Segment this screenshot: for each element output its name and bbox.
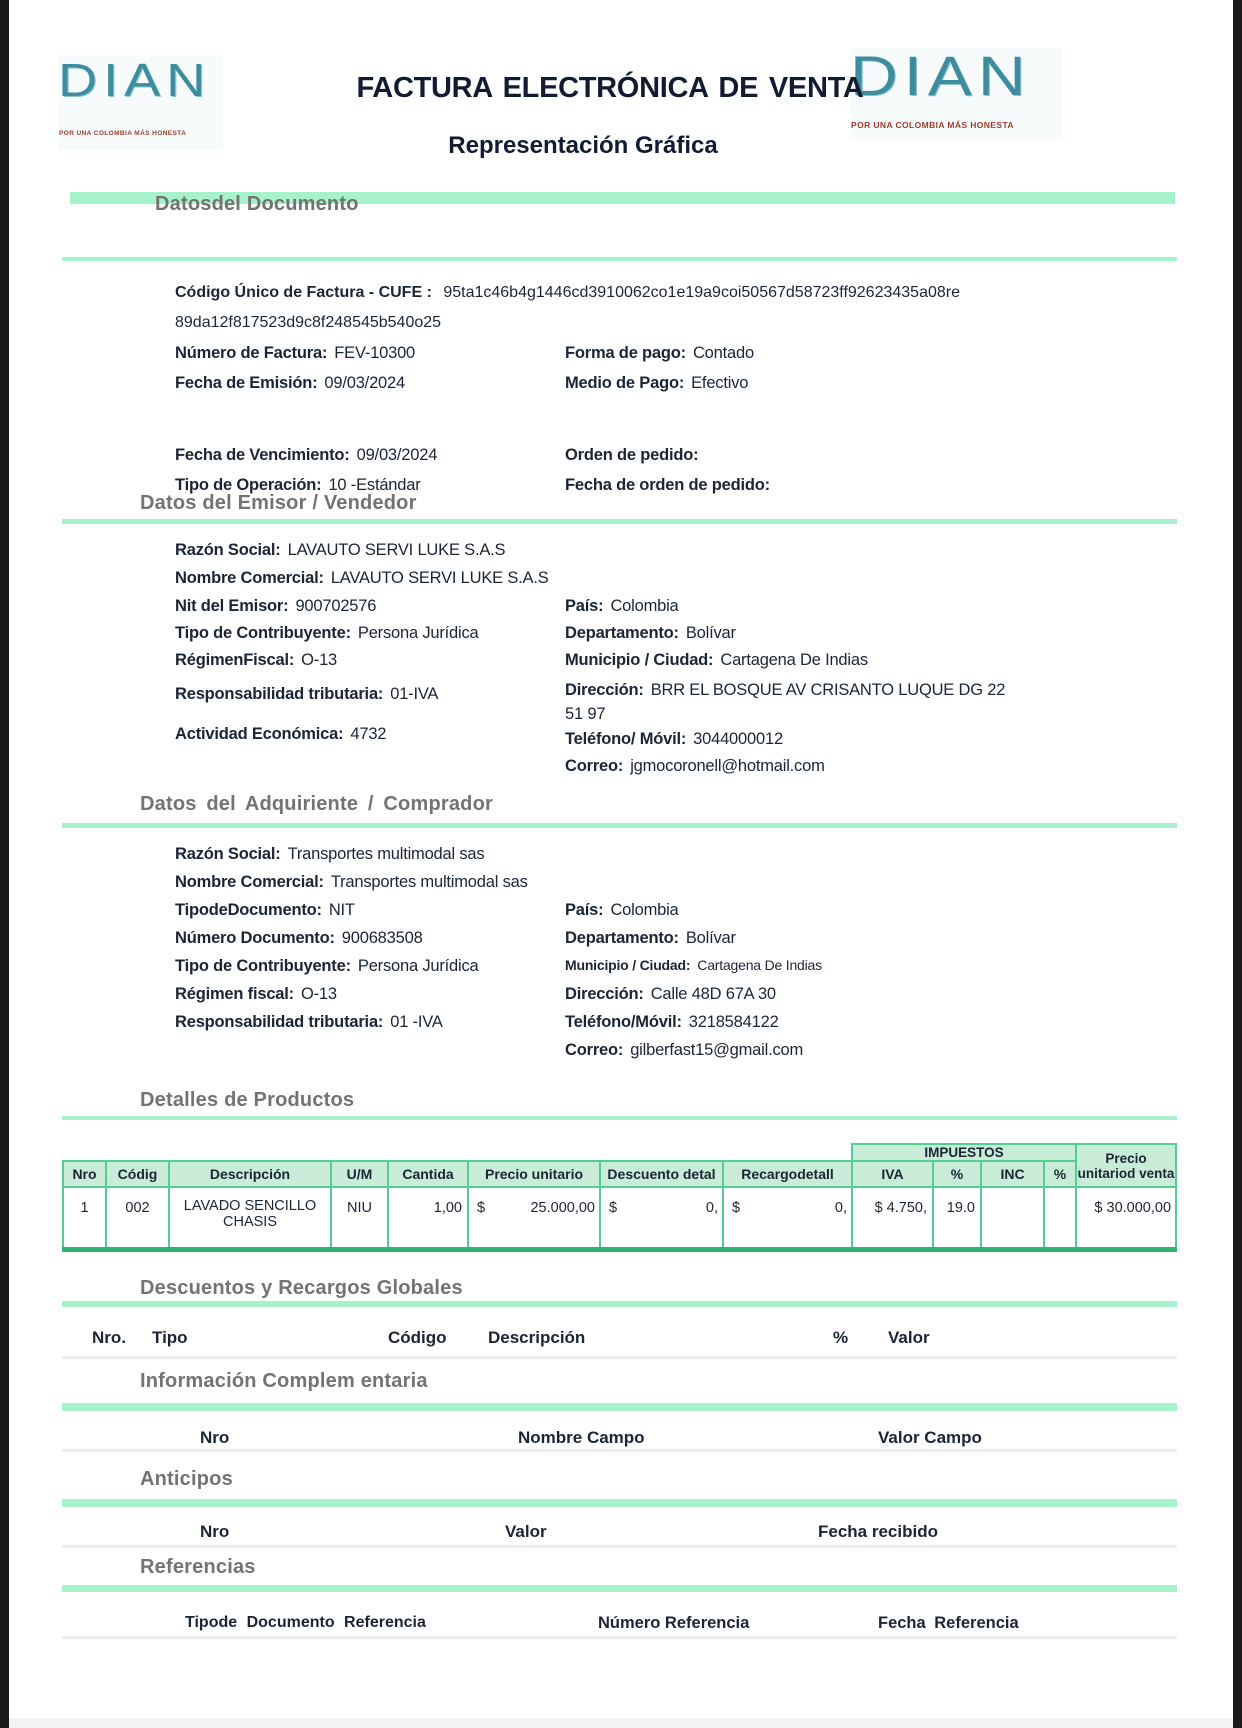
field-row (175, 624, 479, 651)
separator-informacion-row (62, 1449, 1177, 1452)
field-row (565, 651, 1015, 678)
field-label: Nombre Comercial: (175, 569, 324, 587)
field-row (565, 901, 822, 929)
field-label: Correo: (565, 1041, 624, 1059)
currency-symbol: $ (732, 1200, 741, 1216)
cell-iva: $ 4.750, (852, 1187, 933, 1249)
field-value: Bolívar (685, 624, 736, 642)
field-label: Dirección: (565, 681, 644, 699)
cufe-line-1 (175, 284, 960, 302)
column-header: Códig (106, 1161, 169, 1187)
emisor-right-column (565, 597, 1015, 784)
field-label: Medio de Pago: (565, 374, 685, 392)
field-value: 3044000012 (693, 730, 783, 748)
field-value: Persona Jurídica (357, 624, 479, 642)
field-row (565, 1041, 822, 1069)
field-value: 01-IVA (390, 685, 439, 703)
field-label: Orden de pedido: (565, 446, 699, 464)
column-header: Cantida (388, 1161, 468, 1187)
adquiriente-full-rows (175, 845, 528, 901)
column-header: Precio unitario (468, 1161, 600, 1187)
field-label: Fecha de orden de pedido: (565, 476, 770, 494)
field-value: Efectivo (691, 374, 749, 392)
field-value: gilberfast15@gmail.com (630, 1041, 804, 1059)
impuestos-group-header: IMPUESTOS (852, 1144, 1076, 1161)
field-label: Tipo de Operación: (175, 476, 322, 494)
field-row (175, 873, 528, 901)
column-header: Nro (63, 1161, 106, 1187)
field-label: Número de Factura: (175, 344, 328, 362)
field-row (175, 569, 549, 597)
field-row (565, 597, 1015, 624)
field-label: País: (565, 597, 604, 615)
field-value: LAVAUTO SERVI LUKE S.A.S (287, 541, 506, 559)
cell-descripcion: LAVADO SENCILLO CHASIS (169, 1187, 331, 1249)
descuentos-header-descripcion: Descripción (488, 1328, 586, 1347)
currency-symbol: $ (477, 1200, 486, 1216)
separator-referencias-row (62, 1636, 1177, 1639)
field-value: Calle 48D 67A 30 (650, 985, 776, 1003)
field-row (565, 446, 777, 476)
section-heading-descuentos: Descuentos y Recargos Globales (140, 1277, 463, 1299)
anticipos-header-fecha: Fecha recibido (818, 1522, 938, 1541)
column-header: % (933, 1161, 981, 1187)
field-value: LAVAUTO SERVI LUKE S.A.S (330, 569, 549, 587)
table-blank-cell (63, 1144, 852, 1161)
field-row (565, 957, 822, 985)
field-row (565, 1013, 822, 1041)
field-label: País: (565, 901, 604, 919)
amount: 0, (705, 1200, 718, 1216)
field-row (565, 757, 1015, 784)
field-value: O-13 (301, 651, 338, 669)
field-row (565, 624, 1015, 651)
field-label: Departamento: (565, 624, 679, 642)
field-row (565, 344, 777, 374)
field-row (565, 374, 777, 404)
informacion-header-nombre-campo: Nombre Campo (518, 1428, 645, 1447)
separator-anticipos (62, 1499, 1177, 1507)
field-row (175, 651, 479, 678)
field-row (175, 597, 479, 624)
field-value: Cartagena De Indias (720, 651, 868, 669)
separator-informacion (62, 1403, 1177, 1411)
field-label: Forma de pago: (565, 344, 686, 362)
field-row (175, 1013, 479, 1041)
field-value: jgmocoronell@hotmail.com (630, 757, 825, 775)
field-row (175, 541, 549, 569)
field-value: 900702576 (295, 597, 377, 615)
field-row (175, 957, 479, 985)
field-row (175, 374, 437, 404)
field-label: Responsabilidad tributaria: (175, 685, 384, 703)
field-value: Colombia (610, 597, 679, 615)
cell-inc-pct (1044, 1187, 1076, 1249)
field-row (175, 725, 479, 752)
field-row (565, 985, 822, 1013)
field-label: Tipo de Contribuyente: (175, 957, 351, 975)
dian-logo-tagline: POR UNA COLOMBIA MÁS HONESTA (59, 130, 187, 137)
field-label: Municipio / Ciudad: (565, 651, 714, 669)
cell-um: NIU (331, 1187, 388, 1249)
field-row (175, 446, 437, 476)
field-value: Transportes multimodal sas (287, 845, 485, 863)
referencias-header-fecha: Fecha Referencia (878, 1614, 1019, 1632)
separator-adquiriente (62, 823, 1177, 828)
field-value: 09/03/2024 (324, 374, 405, 392)
field-value: 10 -Estándar (328, 476, 421, 494)
descuentos-header-nro: Nro. (92, 1328, 126, 1347)
field-row (565, 929, 822, 957)
dian-logo-tagline: POR UNA COLOMBIA MÁS HONESTA (851, 120, 1014, 130)
field-value: Contado (692, 344, 754, 362)
field-label: RégimenFiscal: (175, 651, 295, 669)
anticipos-header-valor: Valor (505, 1522, 547, 1541)
field-row (565, 730, 1015, 757)
table-row (63, 1187, 1176, 1249)
column-header-precio-venta: Precio unitariod venta (1076, 1144, 1176, 1187)
separator-descuentos-row (62, 1356, 1177, 1359)
cufe-line-2: 89da12f817523d9c8f248545b540o25 (175, 314, 442, 331)
cell-codigo: 002 (106, 1187, 169, 1249)
column-header: IVA (852, 1161, 933, 1187)
field-label: Fecha de Vencimiento: (175, 446, 350, 464)
scan-edge-right (1233, 0, 1242, 1728)
field-value: Transportes multimodal sas (330, 873, 528, 891)
field-value: Cartagena De Indias (697, 957, 822, 973)
field-row (175, 929, 479, 957)
documento-left-column (175, 344, 437, 506)
column-header: INC (981, 1161, 1044, 1187)
separator-emisor (62, 519, 1177, 524)
column-header: Descripción (169, 1161, 331, 1187)
emisor-full-rows (175, 541, 549, 597)
field-label: Responsabilidad tributaria: (175, 1013, 384, 1031)
emisor-left-column (175, 597, 479, 752)
dian-logo-text: DIAN (58, 54, 212, 106)
section-heading-documento: Datosdel Documento (155, 193, 359, 215)
cell-inc (981, 1187, 1044, 1249)
products-table (62, 1143, 1177, 1252)
cell-precio-unitario (468, 1187, 600, 1249)
separator-documento (62, 257, 1177, 261)
cufe-label: Código Único de Factura - CUFE : (175, 284, 432, 301)
field-label: Departamento: (565, 929, 679, 947)
referencias-header-tipo-documento: Tipode Documento Referencia (185, 1614, 426, 1631)
document-subtitle: Representación Gráfica (448, 132, 718, 159)
amount: 25.000,00 (530, 1200, 595, 1216)
field-label: Fecha de Emisión: (175, 374, 318, 392)
field-value: FEV-10300 (334, 344, 416, 362)
cell-iva-pct: 19.0 (933, 1187, 981, 1249)
currency-symbol: $ (609, 1200, 618, 1216)
field-row (175, 985, 479, 1013)
anticipos-header-nro: Nro (200, 1522, 230, 1541)
descuentos-header-tipo: Tipo (152, 1328, 188, 1347)
field-label: Actividad Económica: (175, 725, 344, 743)
descuentos-header-codigo: Código (388, 1328, 447, 1347)
cell-cantidad: 1,00 (388, 1187, 468, 1249)
field-label: Nit del Emisor: (175, 597, 289, 615)
dian-logo-text: DIAN (850, 44, 1032, 107)
field-label: Dirección: (565, 985, 644, 1003)
cell-precio-venta: $ 30.000,00 (1076, 1187, 1176, 1249)
field-label: Régimen fiscal: (175, 985, 294, 1003)
field-row (565, 476, 777, 506)
field-value: 900683508 (341, 929, 423, 947)
field-row (175, 901, 479, 929)
documento-right-column (565, 344, 777, 506)
separator-productos (62, 1116, 1177, 1120)
field-value: 01 -IVA (390, 1013, 443, 1031)
scan-edge-left (0, 0, 9, 1728)
field-value: Persona Jurídica (357, 957, 479, 975)
field-value: 09/03/2024 (356, 446, 438, 464)
descuentos-header-valor: Valor (888, 1328, 930, 1347)
table-header-row (63, 1161, 1176, 1187)
field-value: 4732 (350, 725, 387, 743)
field-row (565, 678, 1015, 730)
amount: 0, (834, 1200, 847, 1216)
separator-referencias (62, 1585, 1177, 1592)
cell-descuento (600, 1187, 723, 1249)
adquiriente-left-column (175, 901, 479, 1041)
column-header: % (1044, 1161, 1076, 1187)
field-label: Correo: (565, 757, 624, 775)
cell-recargo (723, 1187, 852, 1249)
section-heading-referencias: Referencias (140, 1556, 256, 1578)
field-value: O-13 (300, 985, 337, 1003)
section-heading-emisor: Datos del Emisor / Vendedor (140, 492, 417, 514)
field-label: Municipio / Ciudad: (565, 957, 691, 973)
descuentos-header-pct: % (833, 1328, 849, 1347)
field-label: Razón Social: (175, 541, 281, 559)
separator-descuentos (62, 1301, 1177, 1307)
field-label: Número Documento: (175, 929, 335, 947)
informacion-header-nro: Nro (200, 1428, 230, 1447)
field-label: TipodeDocumento: (175, 901, 322, 919)
field-value: 3218584122 (688, 1013, 779, 1031)
field-row (175, 685, 479, 712)
field-label: Teléfono/ Móvil: (565, 730, 687, 748)
column-header: Recargodetall (723, 1161, 852, 1187)
field-value: Colombia (610, 901, 679, 919)
scan-bottom-band (9, 1718, 1233, 1728)
cell-nro: 1 (63, 1187, 106, 1249)
column-header: Descuento detal (600, 1161, 723, 1187)
section-heading-productos: Detalles de Productos (140, 1089, 355, 1111)
adquiriente-right-column (565, 901, 822, 1069)
field-label: Nombre Comercial: (175, 873, 324, 891)
field-value: Bolívar (685, 929, 736, 947)
field-value: BRR EL BOSQUE AV CRISANTO LUQUE DG 22 51 97 (565, 681, 1006, 723)
section-heading-informacion: Información Complem entaria (140, 1370, 428, 1392)
informacion-header-valor-campo: Valor Campo (878, 1428, 982, 1447)
referencias-header-numero: Número Referencia (598, 1614, 750, 1632)
field-row (175, 845, 528, 873)
separator-anticipos-row (62, 1545, 1177, 1548)
document-title: FACTURA ELECTRÓNICA DE VENTA (356, 72, 864, 104)
field-label: Tipo de Contribuyente: (175, 624, 351, 642)
cufe-value: 95ta1c46b4g1446cd3910062co1e19a9coi50567d58723ff92623435a08re (443, 284, 960, 301)
table-group-header-row (63, 1144, 1176, 1161)
column-header: U/M (331, 1161, 388, 1187)
section-heading-adquiriente: Datos del Adquiriente / Comprador (140, 793, 494, 815)
field-label: Teléfono/Móvil: (565, 1013, 682, 1031)
field-value: NIT (328, 901, 355, 919)
field-label: Razón Social: (175, 845, 281, 863)
section-heading-anticipos: Anticipos (140, 1468, 233, 1490)
field-row (175, 344, 437, 374)
